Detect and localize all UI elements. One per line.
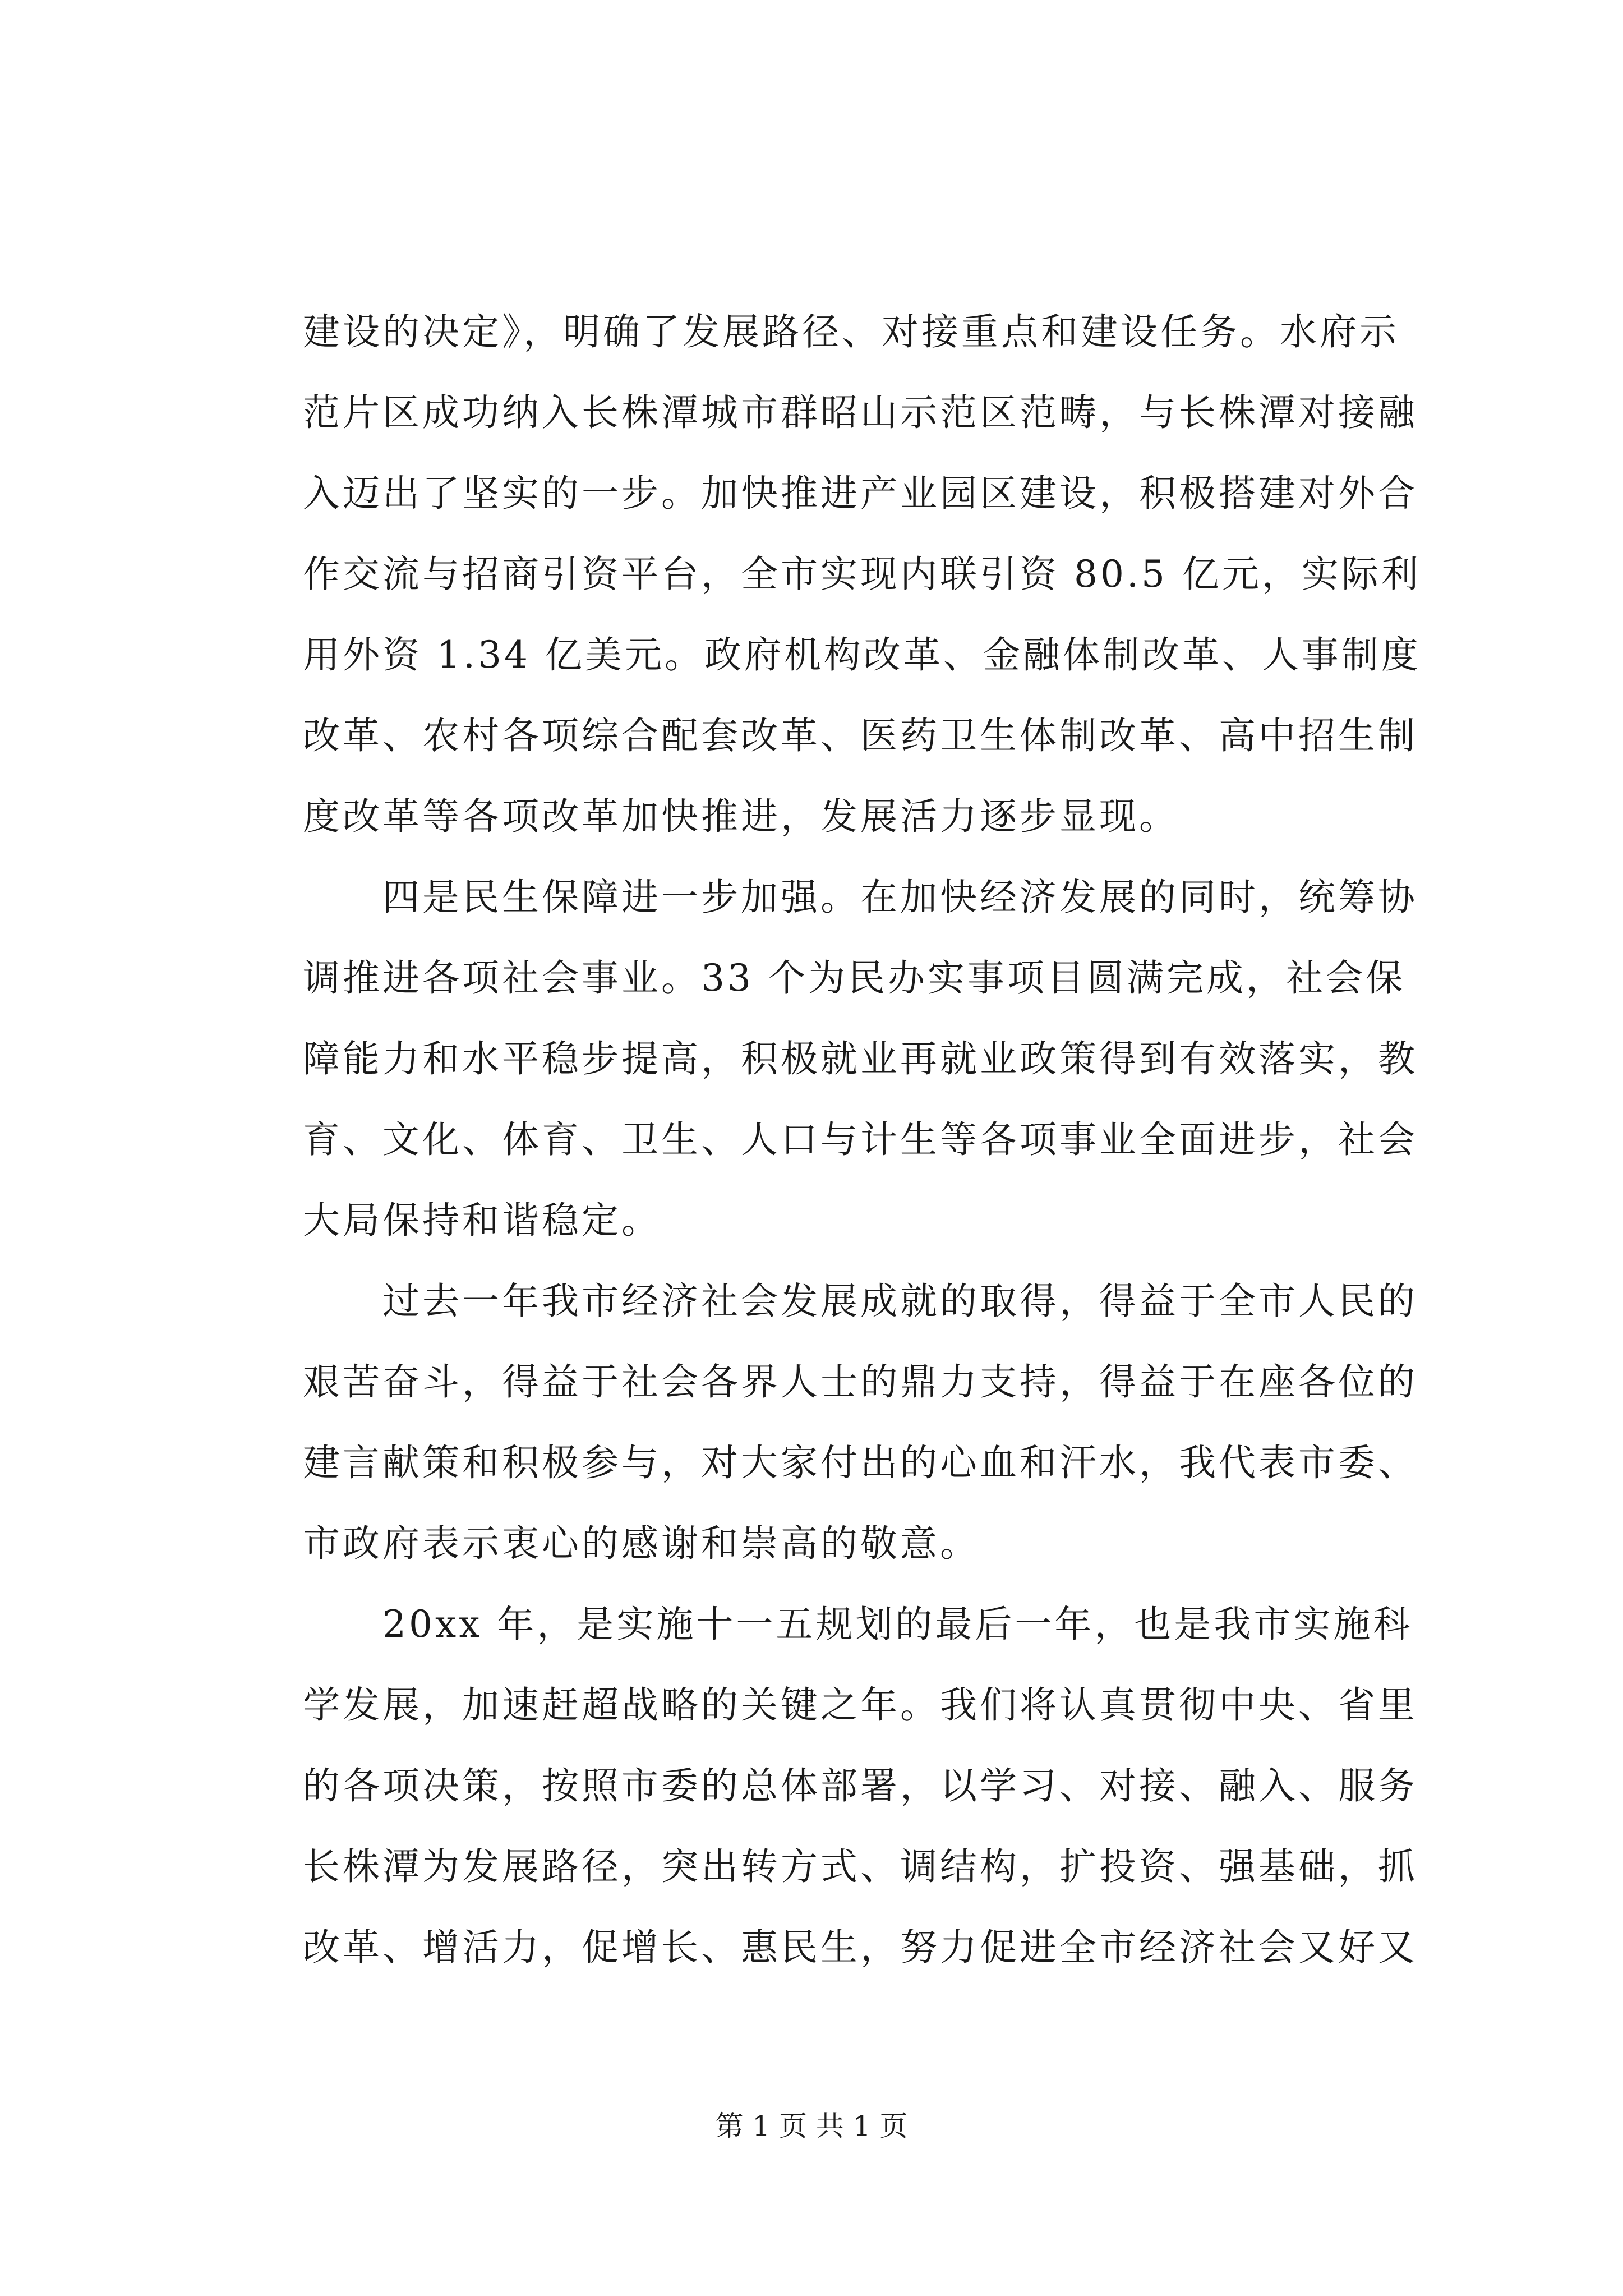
- page-number-label: 第 1 页 共 1 页: [715, 2110, 908, 2142]
- text-line: 改革、增活力，促增长、惠民生，努力促进全市经济社会又好又: [303, 1926, 1418, 1969]
- text-line: 长株潭为发展路径，突出转方式、调结构，扩投资、强基础，抓: [303, 1845, 1418, 1888]
- text-line: 艰苦奋斗，得益于社会各界人士的鼎力支持，得益于在座各位的: [303, 1360, 1418, 1404]
- text-line: 调推进各项社会事业。33 个为民办实事项目圆满完成，社会保: [303, 956, 1405, 1000]
- page-footer: [0, 2109, 1623, 2143]
- text-line: 建设的决定》，明确了发展路径、对接重点和建设任务。水府示: [303, 310, 1399, 353]
- text-line: 改革、农村各项综合配套改革、医药卫生体制改革、高中招生制: [303, 714, 1418, 757]
- text-line: 用外资 1.34 亿美元。政府机构改革、金融体制改革、人事制度: [303, 633, 1421, 677]
- text-line: 20xx 年，是实施十一五规划的最后一年，也是我市实施科: [303, 1603, 1413, 1646]
- text-line: 作交流与招商引资平台，全市实现内联引资 80.5 亿元，实际利: [303, 553, 1421, 596]
- text-line: 的各项决策，按照市委的总体部署，以学习、对接、融入、服务: [303, 1764, 1418, 1807]
- text-line: 大局保持和谐稳定。: [303, 1199, 661, 1242]
- text-line: 市政府表示衷心的感谢和崇高的敬意。: [303, 1522, 980, 1565]
- text-line: 度改革等各项改革加快推进，发展活力逐步显现。: [303, 795, 1179, 838]
- text-line: 入迈出了坚实的一步。加快推进产业园区建设，积极搭建对外合: [303, 472, 1418, 515]
- text-line: 建言献策和积极参与，对大家付出的心血和汗水，我代表市委、: [303, 1441, 1418, 1484]
- document-body: [303, 292, 1421, 1988]
- text-line: 范片区成功纳入长株潭城市群昭山示范区范畴，与长株潭对接融: [303, 391, 1418, 434]
- text-line: 障能力和水平稳步提高，积极就业再就业政策得到有效落实，教: [303, 1037, 1418, 1080]
- text-line: 过去一年我市经济社会发展成就的取得，得益于全市人民的: [303, 1280, 1418, 1323]
- text-line: 育、文化、体育、卫生、人口与计生等各项事业全面进步，社会: [303, 1118, 1418, 1161]
- text-line: 四是民生保障进一步加强。在加快经济发展的同时，统筹协: [303, 876, 1418, 919]
- text-line: 学发展，加速赶超战略的关键之年。我们将认真贯彻中央、省里: [303, 1683, 1418, 1727]
